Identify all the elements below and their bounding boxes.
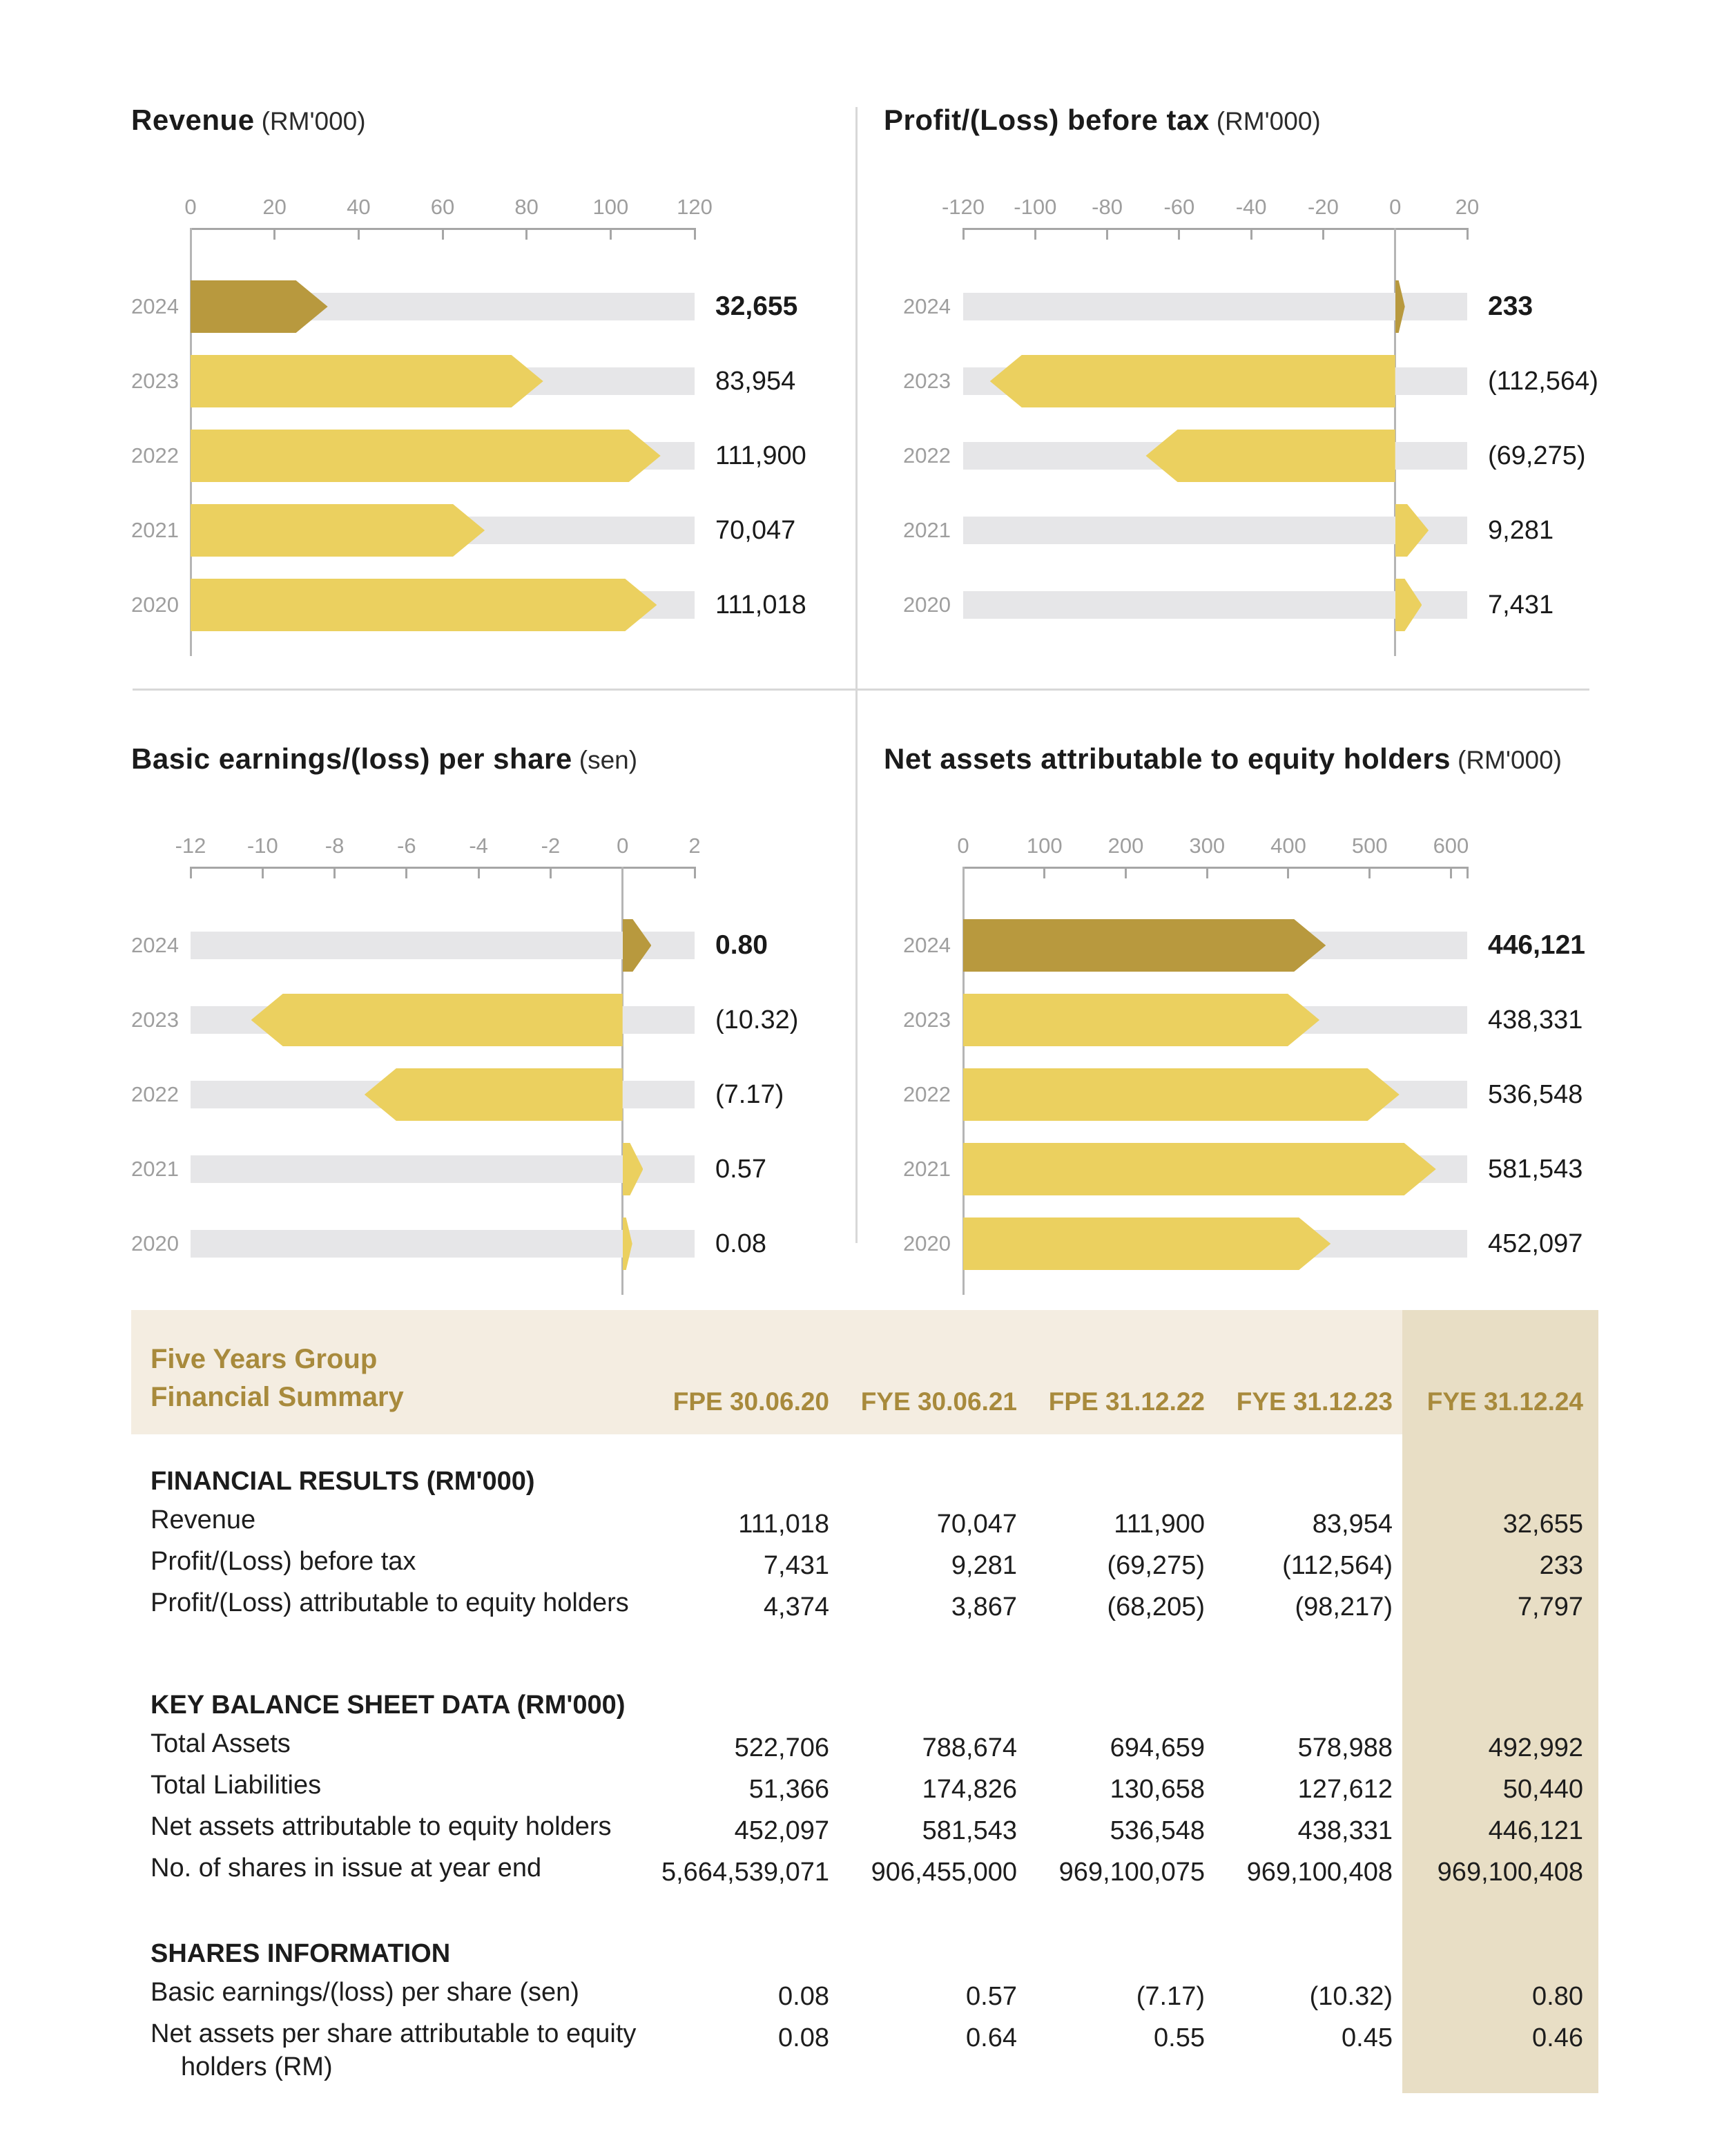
axis-tick-mark [1034,228,1036,240]
axis-tick-label: -4 [469,834,488,858]
axis-tick-mark [610,228,612,240]
table-row [131,1769,1598,1810]
axis-tick-mark [273,228,275,240]
cell-value: 969,100,075 [1058,1858,1205,1887]
axis-tick-label: -100 [1014,195,1057,219]
chart-title [884,742,1562,776]
table-row [131,2017,1598,2083]
axis-tick-label: 300 [1189,834,1226,858]
table-title-cell [131,1310,651,1434]
value-label-2023: 438,331 [1488,1005,1583,1034]
axis-tick-label: 0 [1389,195,1402,219]
value-label-2020: 111,018 [715,590,806,619]
cell-value: 233 [1539,1551,1583,1580]
chart-unit-text: (RM'000) [1458,746,1562,774]
cell-value: 7,431 [763,1551,829,1580]
value-label-2023: 83,954 [715,367,796,396]
row-label [131,1810,651,1843]
axis-tick-mark [525,228,528,240]
axis-line [963,867,1467,869]
basic-eps-chart [131,742,822,1316]
cell-value: 7,797 [1517,1592,1583,1621]
year-label-2021: 2021 [903,518,951,542]
cell-value: 492,992 [1488,1733,1583,1762]
axis-tick-mark [694,228,696,240]
year-label-2023: 2023 [903,1008,951,1032]
table-title-line2: Financial Summary [151,1381,404,1412]
bar-2022 [963,1068,1400,1121]
axis-tick-label: 100 [592,195,629,219]
axis-tick-mark [442,228,444,240]
axis-tick-mark [1206,867,1208,878]
bar-2022 [191,430,661,482]
bar-2021 [623,1143,643,1195]
table-row [131,1810,1598,1851]
revenue-chart [131,104,822,677]
row-label [131,1769,651,1802]
cell-value: 0.57 [966,1982,1017,2011]
axis-tick-mark [1467,867,1469,878]
year-label-2024: 2024 [903,294,951,318]
axis-tick-mark [1178,228,1180,240]
cell-value: 0.64 [966,2023,1017,2052]
axis-tick-label: 20 [1455,195,1480,219]
cell-value: 127,612 [1297,1775,1393,1804]
year-label-2022: 2022 [903,443,951,468]
row-label-text: No. of shares in issue at year end [151,1854,542,1883]
axis-tick-label: 0 [957,834,969,858]
axis-tick-label: -10 [246,834,278,858]
cell-value: 0.45 [1342,2023,1393,2052]
cell-value: 969,100,408 [1246,1858,1393,1887]
cell-value: 5,664,539,071 [661,1858,829,1887]
row-label-text: Net assets attributable to equity holders [151,1812,612,1841]
axis-tick-label: 600 [1433,834,1469,858]
section-heading: SHARES INFORMATION [151,1938,451,1968]
axis-tick-label: 80 [514,195,539,219]
cell-value: 9,281 [951,1551,1017,1580]
row-label [131,1545,651,1578]
row-label [131,1586,651,1619]
row-label [131,1503,651,1537]
cell-value: 0.80 [1532,1982,1583,2011]
axis-tick-mark [478,867,480,878]
year-label-2023: 2023 [131,1008,179,1032]
axis-tick-label: 100 [1026,834,1063,858]
cell-value: (98,217) [1295,1592,1393,1621]
value-label-2023: (112,564) [1488,367,1598,396]
year-label-2024: 2024 [903,933,951,957]
axis-tick-mark [1106,228,1108,240]
cell-value: (112,564) [1282,1551,1393,1580]
axis-tick-mark [190,867,192,878]
chart-title-text: Revenue [131,104,255,136]
axis-tick-label: 2 [688,834,701,858]
axis-tick-label: 400 [1270,834,1306,858]
value-label-2021: 0.57 [715,1155,766,1184]
table-header-row [131,1310,1598,1434]
bar-track [191,1155,695,1183]
row-label [131,1976,651,2009]
chart-title-text: Net assets attributable to equity holders [884,742,1451,775]
chart-title-text: Basic earnings/(loss) per share [131,742,572,775]
chart-title-text: Profit/(Loss) before tax [884,104,1210,136]
cell-value: 111,900 [1114,1510,1205,1539]
cell-value: 788,674 [922,1733,1017,1762]
axis-tick-mark [1287,867,1289,878]
year-label-2021: 2021 [131,518,179,542]
year-label-2020: 2020 [131,593,179,617]
row-label-text: Net assets per share attributable to equity [151,2019,637,2048]
axis-tick-label: 0 [617,834,629,858]
year-label-2024: 2024 [131,933,179,957]
five-years-financial-summary-table [131,1310,1598,2093]
table-row [131,1851,1598,1893]
axis-tick-mark [1250,228,1252,240]
cell-value: 581,543 [922,1816,1017,1845]
axis-tick-mark [962,228,965,240]
value-label-2024: 446,121 [1488,930,1585,960]
value-label-2021: 9,281 [1488,516,1554,545]
net-assets-chart [884,742,1678,1316]
cell-value: 536,548 [1110,1816,1205,1845]
chart-title [131,104,366,137]
bar-2023 [251,994,623,1046]
bar-2024 [963,919,1326,972]
cell-value: (7.17) [1136,1982,1205,2011]
axis-tick-mark [358,228,360,240]
chart-unit-text: (RM'000) [261,107,366,135]
row-label-line2: holders (RM) [181,2052,333,2081]
table-row [131,1976,1598,2017]
value-label-2023: (10.32) [715,1005,799,1034]
row-label-text: Total Liabilities [151,1771,322,1800]
axis-tick-mark [1450,867,1452,878]
bar-2022 [1145,430,1395,482]
value-label-2021: 70,047 [715,516,796,545]
row-label-text: Basic earnings/(loss) per share (sen) [151,1978,579,2007]
axis-tick-label: -12 [175,834,206,858]
profit-before-tax-chart [884,104,1678,677]
year-label-2023: 2023 [131,369,179,393]
column-header-fye-31-12-23: FYE 31.12.23 [1214,1310,1402,1434]
axis-tick-label: 200 [1107,834,1144,858]
column-header-fye-31-12-24: FYE 31.12.24 [1426,1387,1583,1416]
cell-value: 694,659 [1110,1733,1205,1762]
cell-value: 111,018 [738,1510,829,1539]
bar-2022 [365,1068,623,1121]
axis-tick-mark [405,867,407,878]
bar-2024 [191,280,328,333]
cell-value: 83,954 [1312,1510,1393,1539]
table-row [131,1727,1598,1769]
value-label-2022: 536,548 [1488,1080,1583,1109]
table-spacer [131,1893,1598,1932]
column-header-fye-30-06-21: FYE 30.06.21 [839,1310,1027,1434]
row-label-text: Profit/(Loss) before tax [151,1547,416,1576]
axis-tick-mark [694,867,696,878]
axis-tick-label: -80 [1092,195,1123,219]
row-label-text: Total Assets [151,1729,291,1758]
vertical-divider [855,107,858,1243]
axis-line [191,867,695,869]
year-label-2022: 2022 [131,443,179,468]
value-label-2022: (7.17) [715,1080,784,1109]
bar-track [191,1230,695,1258]
bar-track [191,932,695,959]
axis-tick-mark [333,867,336,878]
value-label-2020: 452,097 [1488,1229,1583,1258]
table-title-line1: Five Years Group [151,1343,378,1374]
section-heading: FINANCIAL RESULTS (RM'000) [151,1466,535,1496]
axis-tick-mark [1043,867,1045,878]
year-label-2024: 2024 [131,294,179,318]
row-label [131,2017,651,2083]
year-label-2022: 2022 [131,1082,179,1106]
axis-tick-mark [1368,867,1371,878]
axis-tick-mark [262,867,264,878]
axis-tick-mark [1322,228,1324,240]
year-label-2022: 2022 [903,1082,951,1106]
value-label-2021: 581,543 [1488,1155,1583,1184]
bar-2024 [1395,280,1405,333]
year-label-2020: 2020 [903,1231,951,1255]
cell-value: 446,121 [1488,1816,1583,1845]
table-row [131,1586,1598,1628]
bar-2020 [191,579,657,631]
bar-2020 [623,1217,632,1270]
cell-value: 0.55 [1154,2023,1205,2052]
bar-track [963,517,1467,544]
year-label-2021: 2021 [131,1157,179,1181]
column-header-fpe-31-12-22: FPE 31.12.22 [1027,1310,1214,1434]
axis-tick-label: -6 [397,834,416,858]
value-label-2022: (69,275) [1488,441,1586,470]
axis-tick-label: -8 [325,834,345,858]
year-label-2023: 2023 [903,369,951,393]
cell-value: 969,100,408 [1437,1858,1583,1887]
bar-track [963,293,1467,320]
axis-tick-label: 500 [1351,834,1388,858]
cell-value: 0.08 [778,2023,829,2052]
chart-title [884,104,1321,137]
axis-tick-mark [1467,228,1469,240]
value-label-2024: 32,655 [715,291,798,321]
horizontal-divider [133,689,1589,691]
cell-value: 906,455,000 [871,1858,1017,1887]
bar-2023 [963,994,1319,1046]
axis-tick-label: -40 [1235,195,1267,219]
axis-tick-label: 120 [677,195,713,219]
table-row [131,1545,1598,1586]
cell-value: (10.32) [1309,1982,1393,2011]
cell-value: 0.08 [778,1982,829,2011]
value-label-2022: 111,900 [715,441,806,470]
bar-2021 [191,504,485,557]
cell-value: 578,988 [1297,1733,1393,1762]
table-spacer [131,1628,1598,1683]
year-label-2021: 2021 [903,1157,951,1181]
cell-value: 3,867 [951,1592,1017,1621]
year-label-2020: 2020 [903,593,951,617]
bar-2023 [191,355,543,407]
value-label-2020: 0.08 [715,1229,766,1258]
cell-value: 50,440 [1502,1775,1583,1804]
bar-2024 [623,919,652,972]
cell-value: (69,275) [1107,1551,1205,1580]
cell-value: 452,097 [734,1816,829,1845]
axis-tick-label: 60 [430,195,455,219]
bar-2021 [963,1143,1436,1195]
table-row [131,1503,1598,1545]
axis-tick-label: 0 [184,195,197,219]
axis-tick-label: -60 [1163,195,1195,219]
chart-unit-text: (sen) [579,746,638,774]
value-label-2020: 7,431 [1488,590,1554,619]
cell-value: 174,826 [922,1775,1017,1804]
cell-value: 4,374 [763,1592,829,1621]
row-label-text: Profit/(Loss) attributable to equity holders [151,1588,629,1617]
axis-tick-label: -120 [941,195,985,219]
axis-tick-label: -20 [1308,195,1339,219]
cell-value: 522,706 [734,1733,829,1762]
table-title [131,1340,404,1416]
axis-tick-label: -2 [541,834,561,858]
chart-unit-text: (RM'000) [1216,107,1321,135]
cell-value: 51,366 [748,1775,829,1804]
row-label-text: Revenue [151,1505,256,1534]
axis-tick-label: 40 [347,195,371,219]
bar-2021 [1395,504,1429,557]
axis-tick-label: 20 [262,195,287,219]
bar-2020 [963,1217,1330,1270]
row-label [131,1851,651,1885]
cell-value: 130,658 [1110,1775,1205,1804]
bar-2020 [1395,579,1422,631]
chart-title [131,742,637,776]
row-label [131,1727,651,1760]
cell-value: 32,655 [1502,1510,1583,1539]
value-label-2024: 233 [1488,291,1533,321]
column-header-fpe-30-06-20: FPE 30.06.20 [651,1310,839,1434]
axis-line [963,228,1467,230]
bar-2023 [990,355,1395,407]
year-label-2020: 2020 [131,1231,179,1255]
cell-value: (68,205) [1107,1592,1205,1621]
cell-value: 70,047 [936,1510,1017,1539]
value-label-2024: 0.80 [715,930,768,960]
axis-tick-mark [550,867,552,878]
cell-value: 0.46 [1532,2023,1583,2052]
table-spacer [131,1434,1598,1459]
axis-tick-mark [1125,867,1127,878]
bar-track [963,591,1467,619]
cell-value: 438,331 [1297,1816,1393,1845]
section-heading: KEY BALANCE SHEET DATA (RM'000) [151,1690,626,1720]
